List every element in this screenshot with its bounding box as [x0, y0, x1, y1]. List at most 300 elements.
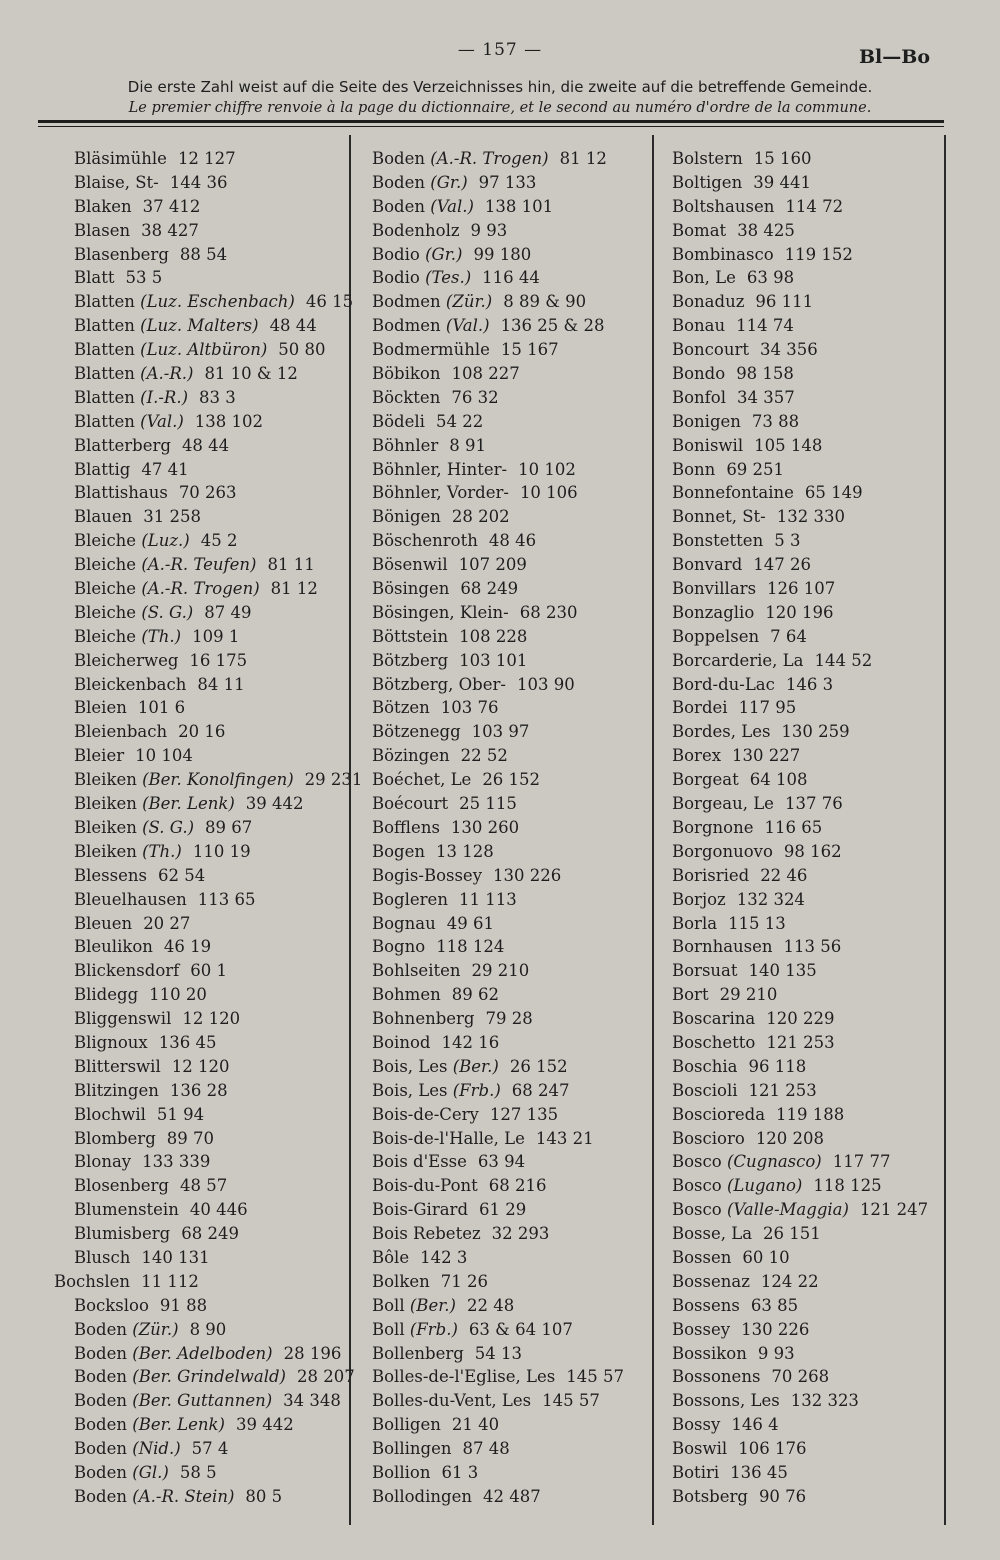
- entry-name: Boscarina: [672, 1009, 756, 1029]
- entry-reference: 12 120: [171, 1056, 230, 1076]
- entry-reference: 81 11: [267, 555, 315, 575]
- index-entry: [672, 505, 928, 529]
- entry-reference: 103 97: [471, 722, 530, 742]
- entry-name: Bogleren: [372, 889, 448, 909]
- entry-qualifier: (Ber. Adelboden): [132, 1343, 273, 1363]
- entry-reference: 130 226: [493, 865, 562, 885]
- entry-reference: 146 4: [731, 1415, 779, 1435]
- entry-name: Bonvard: [672, 555, 743, 575]
- entry-qualifier: (Luz. Eschenbach): [140, 292, 295, 312]
- entry-name: Bötzberg, Ober-: [372, 674, 506, 694]
- entry-reference: 62 54: [157, 865, 206, 885]
- entry-name: Bodmermühle: [372, 340, 490, 360]
- entry-reference: 145 57: [566, 1367, 624, 1387]
- entry-reference: 22 46: [760, 865, 808, 885]
- entry-name: Bleiche: [74, 626, 137, 646]
- entry-name: Bönigen: [372, 507, 441, 527]
- index-entry: [672, 601, 928, 625]
- index-entry: [74, 386, 362, 410]
- entry-qualifier: (Ber. Guttannen): [132, 1391, 273, 1411]
- entry-name: Bollodingen: [372, 1486, 472, 1506]
- entry-reference: 96 111: [755, 292, 814, 312]
- entry-reference: 53 5: [125, 268, 163, 288]
- entry-reference: 106 176: [738, 1439, 807, 1459]
- entry-qualifier: (Nid.): [132, 1439, 181, 1459]
- entry-reference: 48 44: [181, 435, 230, 455]
- entry-reference: 136 28: [169, 1080, 228, 1100]
- index-entry: [672, 1127, 928, 1151]
- index-entry: [672, 1079, 928, 1103]
- entry-reference: 65 149: [804, 483, 863, 503]
- index-entry: [74, 1485, 362, 1509]
- entry-name: Blitterswil: [74, 1056, 161, 1076]
- entry-name: Blomberg: [74, 1128, 156, 1148]
- entry-name: Bleier: [74, 746, 125, 766]
- index-entry: [672, 888, 928, 912]
- entry-reference: 34 348: [283, 1391, 341, 1411]
- entry-name: Borcarderie, La: [672, 650, 804, 670]
- index-entry: [74, 338, 362, 362]
- entry-reference: 96 118: [748, 1056, 807, 1076]
- index-entry: [372, 553, 624, 577]
- index-entry: [672, 219, 928, 243]
- entry-name: Bôle: [372, 1247, 410, 1267]
- entry-name: Blaken: [74, 196, 132, 216]
- entry-reference: 39 442: [245, 794, 304, 814]
- index-entry: [672, 1318, 928, 1342]
- entry-reference: 105 148: [754, 435, 823, 455]
- index-entry: [74, 696, 362, 720]
- column-divider: [944, 135, 946, 1525]
- entry-name: Bleiken: [74, 817, 137, 837]
- entry-reference: 119 188: [776, 1104, 845, 1124]
- index-entry: [372, 1007, 624, 1031]
- index-entry: [74, 1031, 362, 1055]
- index-entry: [672, 1413, 928, 1437]
- entry-name: Boden: [372, 149, 426, 168]
- index-entry: [672, 625, 928, 649]
- index-entry: [372, 1031, 624, 1055]
- index-entry: [672, 1437, 928, 1461]
- entry-name: Bödeli: [372, 411, 425, 431]
- entry-reference: 22 48: [466, 1295, 515, 1315]
- entry-reference: 12 127: [177, 149, 236, 168]
- index-entry: [74, 912, 362, 936]
- entry-reference: 71 26: [440, 1271, 488, 1291]
- entry-name: Blumisberg: [74, 1224, 171, 1244]
- entry-reference: 49 61: [446, 913, 494, 933]
- entry-reference: 119 152: [784, 244, 853, 264]
- index-entry: [74, 1365, 362, 1389]
- entry-name: Bossy: [672, 1415, 721, 1435]
- index-entry: [74, 1389, 362, 1413]
- index-entry: [372, 912, 624, 936]
- index-entry: [74, 410, 362, 434]
- index-column-1: [54, 147, 363, 1509]
- header-rule-thick: [38, 120, 944, 123]
- index-entry: [672, 744, 928, 768]
- index-entry: [672, 1342, 928, 1366]
- entry-name: Bleicherweg: [74, 650, 179, 670]
- entry-reference: 28 207: [296, 1367, 355, 1387]
- entry-name: Boll: [372, 1295, 405, 1315]
- entry-reference: 8 89 & 90: [503, 292, 587, 312]
- index-entry: [672, 1198, 928, 1222]
- entry-reference: 137 76: [784, 794, 843, 814]
- index-entry: [672, 243, 928, 267]
- entry-name: Bollion: [372, 1462, 431, 1482]
- index-entry: [672, 147, 928, 171]
- entry-reference: 70 263: [178, 483, 237, 503]
- index-entry: [372, 1485, 624, 1509]
- index-entry: [372, 1342, 624, 1366]
- entry-name: Boden: [74, 1319, 128, 1339]
- entry-reference: 61 3: [441, 1462, 479, 1482]
- entry-name: Bochslen: [54, 1271, 131, 1291]
- index-entry: [672, 864, 928, 888]
- entry-name: Boltshausen: [672, 196, 775, 216]
- entry-reference: 136 45: [158, 1032, 217, 1052]
- entry-name: Borsuat: [672, 961, 738, 981]
- index-entry: [672, 1055, 928, 1079]
- entry-name: Borjoz: [672, 889, 726, 909]
- entry-reference: 83 3: [199, 387, 236, 407]
- entry-reference: 8 90: [189, 1319, 227, 1339]
- entry-reference: 118 124: [436, 937, 505, 957]
- entry-qualifier: (Luz. Malters): [140, 316, 259, 336]
- entry-reference: 120 208: [755, 1128, 825, 1148]
- entry-reference: 60 1: [190, 961, 228, 981]
- entry-name: Blochwil: [74, 1104, 146, 1124]
- entry-qualifier: (Ber. Lenk): [132, 1415, 225, 1435]
- entry-name: Boéchet, Le: [372, 770, 472, 790]
- entry-name: Blatten: [74, 292, 135, 312]
- index-entry: [372, 386, 624, 410]
- entry-reference: 68 249: [181, 1224, 239, 1244]
- index-entry: [372, 816, 624, 840]
- entry-name: Bognau: [372, 913, 436, 933]
- entry-name: Blignoux: [74, 1032, 148, 1052]
- entry-qualifier: (Val.): [430, 196, 474, 216]
- entry-reference: 124 22: [760, 1271, 819, 1291]
- index-entry: [74, 1174, 362, 1198]
- entry-reference: 90 76: [758, 1486, 807, 1506]
- entry-qualifier: (Ber. Grindelwald): [132, 1367, 286, 1387]
- entry-name: Boncourt: [672, 340, 750, 360]
- entry-qualifier: (A.-R. Teufen): [141, 555, 257, 575]
- entry-reference: 79 28: [485, 1009, 533, 1029]
- entry-name: Bohlseiten: [372, 961, 461, 981]
- entry-name: Blusch: [74, 1247, 131, 1267]
- entry-reference: 147 26: [753, 555, 812, 575]
- entry-name: Boscioli: [672, 1080, 738, 1100]
- entry-name: Boscioro: [672, 1128, 745, 1148]
- entry-name: Borla: [672, 913, 718, 933]
- entry-reference: 10 102: [518, 459, 576, 479]
- index-entry: [372, 147, 624, 171]
- index-entry: [74, 1461, 362, 1485]
- entry-name: Blasenberg: [74, 244, 169, 264]
- entry-reference: 76 32: [451, 387, 499, 407]
- entry-name: Boden: [74, 1391, 128, 1411]
- index-entry: [672, 1485, 928, 1509]
- index-entry: [372, 601, 624, 625]
- entry-name: Botiri: [672, 1462, 720, 1482]
- entry-reference: 91 88: [159, 1295, 208, 1315]
- index-entry: [372, 481, 624, 505]
- entry-name: Bonnet, St-: [672, 507, 766, 527]
- index-entry: [372, 840, 624, 864]
- index-entry: [672, 912, 928, 936]
- entry-reference: 130 259: [781, 722, 850, 742]
- entry-name: Böschenroth: [372, 531, 478, 551]
- entry-name: Bleienbach: [74, 722, 168, 742]
- entry-name: Bois-Girard: [372, 1200, 469, 1220]
- entry-qualifier: (Zür.): [132, 1319, 179, 1339]
- index-entry: [372, 529, 624, 553]
- entry-name: Bossenaz: [672, 1271, 750, 1291]
- index-column-2: [372, 147, 624, 1509]
- entry-name: Blonay: [74, 1152, 132, 1172]
- index-entry: [672, 1222, 928, 1246]
- entry-name: Boppelsen: [672, 626, 760, 646]
- entry-name: Boschetto: [672, 1032, 756, 1052]
- index-entry: [74, 744, 362, 768]
- index-entry: [372, 1365, 624, 1389]
- index-entry: [672, 481, 928, 505]
- entry-qualifier: (A.-R.): [140, 364, 194, 384]
- index-entry: [372, 1294, 624, 1318]
- index-entry: [74, 553, 362, 577]
- entry-reference: 108 228: [459, 626, 528, 646]
- entry-reference: 140 131: [141, 1247, 210, 1267]
- entry-qualifier: (Valle-Maggia): [726, 1200, 849, 1220]
- entry-name: Blidegg: [74, 985, 139, 1005]
- index-entry: [372, 1150, 624, 1174]
- entry-name: Boswil: [672, 1439, 728, 1459]
- index-entry: [372, 577, 624, 601]
- entry-name: Bodmen: [372, 292, 441, 312]
- entry-reference: 130 226: [741, 1319, 810, 1339]
- entry-reference: 117 95: [738, 698, 797, 718]
- entry-qualifier: (I.-R.): [140, 387, 189, 407]
- index-entry: [74, 243, 362, 267]
- entry-name: Bordei: [672, 698, 728, 718]
- entry-reference: 98 162: [783, 841, 842, 861]
- entry-name: Borgeat: [672, 770, 739, 790]
- entry-qualifier: (Frb.): [452, 1080, 501, 1100]
- entry-reference: 15 167: [500, 340, 559, 360]
- entry-name: Bogis-Bossey: [372, 865, 483, 885]
- entry-reference: 68 216: [488, 1176, 547, 1196]
- entry-name: Boinod: [372, 1032, 431, 1052]
- entry-name: Bollingen: [372, 1439, 452, 1459]
- entry-reference: 108 227: [451, 364, 520, 384]
- entry-reference: 26 152: [509, 1056, 568, 1076]
- entry-name: Bodio: [372, 268, 420, 288]
- entry-name: Boden: [74, 1439, 128, 1459]
- entry-name: Bötzenegg: [372, 722, 461, 742]
- entry-name: Böhnler, Vorder-: [372, 483, 509, 503]
- entry-reference: 68 247: [511, 1080, 570, 1100]
- entry-name: Boscioreda: [672, 1104, 766, 1124]
- entry-name: Bois-du-Pont: [372, 1176, 478, 1196]
- entry-reference: 113 65: [197, 889, 256, 909]
- column-divider: [652, 135, 654, 1525]
- entry-qualifier: (Gr.): [425, 244, 463, 264]
- index-entry: [74, 768, 362, 792]
- index-entry: [672, 410, 928, 434]
- index-entry: [672, 362, 928, 386]
- entry-name: Blasen: [74, 220, 131, 240]
- index-entry: [672, 290, 928, 314]
- entry-reference: 32 293: [491, 1224, 550, 1244]
- entry-reference: 103 76: [440, 698, 499, 718]
- index-entry: [372, 410, 624, 434]
- entry-name: Bodmen: [372, 316, 441, 336]
- entry-name: Bözingen: [372, 746, 450, 766]
- entry-reference: 109 1: [192, 626, 240, 646]
- entry-qualifier: (S. G.): [141, 602, 194, 622]
- entry-reference: 110 19: [192, 841, 251, 861]
- entry-name: Blatten: [74, 340, 135, 360]
- index-entry: [372, 649, 624, 673]
- index-entry: [74, 458, 362, 482]
- index-entry: [372, 458, 624, 482]
- entry-name: Bombinasco: [672, 244, 774, 264]
- entry-qualifier: (Th.): [142, 841, 182, 861]
- entry-name: Bonzaglio: [672, 602, 755, 622]
- entry-name: Bolligen: [372, 1415, 441, 1435]
- entry-name: Borgnone: [672, 817, 754, 837]
- entry-reference: 88 54: [179, 244, 228, 264]
- entry-name: Bosse, La: [672, 1224, 753, 1244]
- index-entry: [672, 386, 928, 410]
- entry-name: Blatten: [74, 364, 135, 384]
- index-entry: [672, 171, 928, 195]
- entry-reference: 63 98: [746, 268, 795, 288]
- index-entry: [372, 1222, 624, 1246]
- entry-reference: 51 94: [156, 1104, 205, 1124]
- entry-name: Bläsimühle: [74, 149, 167, 168]
- note-french: Le premier chiffre renvoie à la page du dictionnaire, et le second au numéro d'ordre de la commune.: [128, 100, 872, 116]
- entry-name: Boltigen: [672, 172, 743, 192]
- entry-name: Bord-du-Lac: [672, 674, 775, 694]
- entry-qualifier: (Tes.): [425, 268, 472, 288]
- entry-name: Bleiken: [74, 794, 137, 814]
- index-entry: [372, 1127, 624, 1151]
- entry-reference: 26 151: [763, 1224, 821, 1244]
- entry-reference: 61 29: [479, 1200, 527, 1220]
- entry-name: Bomat: [672, 220, 727, 240]
- index-entry: [74, 1437, 362, 1461]
- entry-reference: 38 425: [737, 220, 795, 240]
- entry-reference: 13 128: [436, 841, 494, 861]
- entry-name: Borgonuovo: [672, 841, 773, 861]
- index-entry: [672, 577, 928, 601]
- entry-reference: 58 5: [179, 1462, 217, 1482]
- index-entry: [74, 171, 362, 195]
- index-entry: [74, 1318, 362, 1342]
- index-entry: [74, 959, 362, 983]
- entry-qualifier: (Ber.): [409, 1295, 456, 1315]
- entry-qualifier: (Lugano): [726, 1176, 803, 1196]
- entry-name: Bleiche: [74, 602, 137, 622]
- entry-name: Bosco: [672, 1152, 722, 1172]
- index-entry: [372, 983, 624, 1007]
- index-entry: [672, 673, 928, 697]
- index-entry: [372, 1437, 624, 1461]
- entry-reference: 12 120: [182, 1009, 241, 1029]
- entry-reference: 121 253: [748, 1080, 817, 1100]
- entry-name: Bötzen: [372, 698, 430, 718]
- index-entry: [372, 1103, 624, 1127]
- entry-reference: 10 106: [519, 483, 578, 503]
- entry-reference: 132 330: [776, 507, 845, 527]
- entry-reference: 144 36: [169, 172, 228, 192]
- entry-name: Bolles-de-l'Eglise, Les: [372, 1367, 556, 1387]
- entry-reference: 68 249: [460, 579, 519, 599]
- entry-name: Boschia: [672, 1056, 738, 1076]
- entry-name: Bolken: [372, 1271, 430, 1291]
- entry-qualifier: (Zür.): [445, 292, 493, 312]
- entry-reference: 8 91: [449, 435, 486, 455]
- index-entry: [74, 864, 362, 888]
- entry-name: Bonfol: [672, 387, 727, 407]
- entry-reference: 113 56: [783, 937, 842, 957]
- entry-reference: 34 357: [737, 387, 795, 407]
- entry-reference: 101 6: [137, 698, 186, 718]
- index-entry: [372, 673, 624, 697]
- entry-qualifier: (Th.): [141, 626, 182, 646]
- index-entry: [672, 195, 928, 219]
- entry-qualifier: (Luz.): [141, 531, 190, 551]
- entry-reference: 11 112: [141, 1271, 199, 1291]
- entry-name: Blitzingen: [74, 1080, 159, 1100]
- entry-reference: 84 11: [197, 674, 245, 694]
- entry-reference: 9 93: [757, 1343, 795, 1363]
- entry-name: Bolles-du-Vent, Les: [372, 1391, 532, 1411]
- entry-reference: 34 356: [760, 340, 818, 360]
- entry-name: Bleiken: [74, 841, 137, 861]
- entry-reference: 120 229: [766, 1009, 835, 1029]
- entry-reference: 130 227: [732, 746, 801, 766]
- index-entry: [74, 505, 362, 529]
- entry-name: Bösenwil: [372, 555, 448, 575]
- entry-reference: 118 125: [813, 1176, 882, 1196]
- entry-reference: 63 94: [477, 1152, 526, 1172]
- index-entry: [74, 649, 362, 673]
- entry-name: Bösingen, Klein-: [372, 602, 509, 622]
- entry-name: Bonvillars: [672, 579, 757, 599]
- index-entry: [372, 720, 624, 744]
- entry-reference: 42 487: [482, 1486, 541, 1506]
- entry-name: Bondo: [672, 364, 726, 384]
- entry-name: Bort: [672, 985, 709, 1005]
- entry-reference: 136 45: [730, 1462, 788, 1482]
- index-entry: [372, 625, 624, 649]
- entry-name: Bossen: [672, 1247, 732, 1267]
- entry-name: Botsberg: [672, 1486, 748, 1506]
- index-entry: [372, 792, 624, 816]
- index-entry: [372, 290, 624, 314]
- entry-name: Blattishaus: [74, 483, 168, 503]
- entry-name: Blaise, St-: [74, 172, 159, 192]
- entry-name: Boden: [372, 196, 426, 216]
- index-entry: [74, 147, 362, 171]
- entry-name: Blatten: [74, 411, 135, 431]
- index-entry: [372, 1055, 624, 1079]
